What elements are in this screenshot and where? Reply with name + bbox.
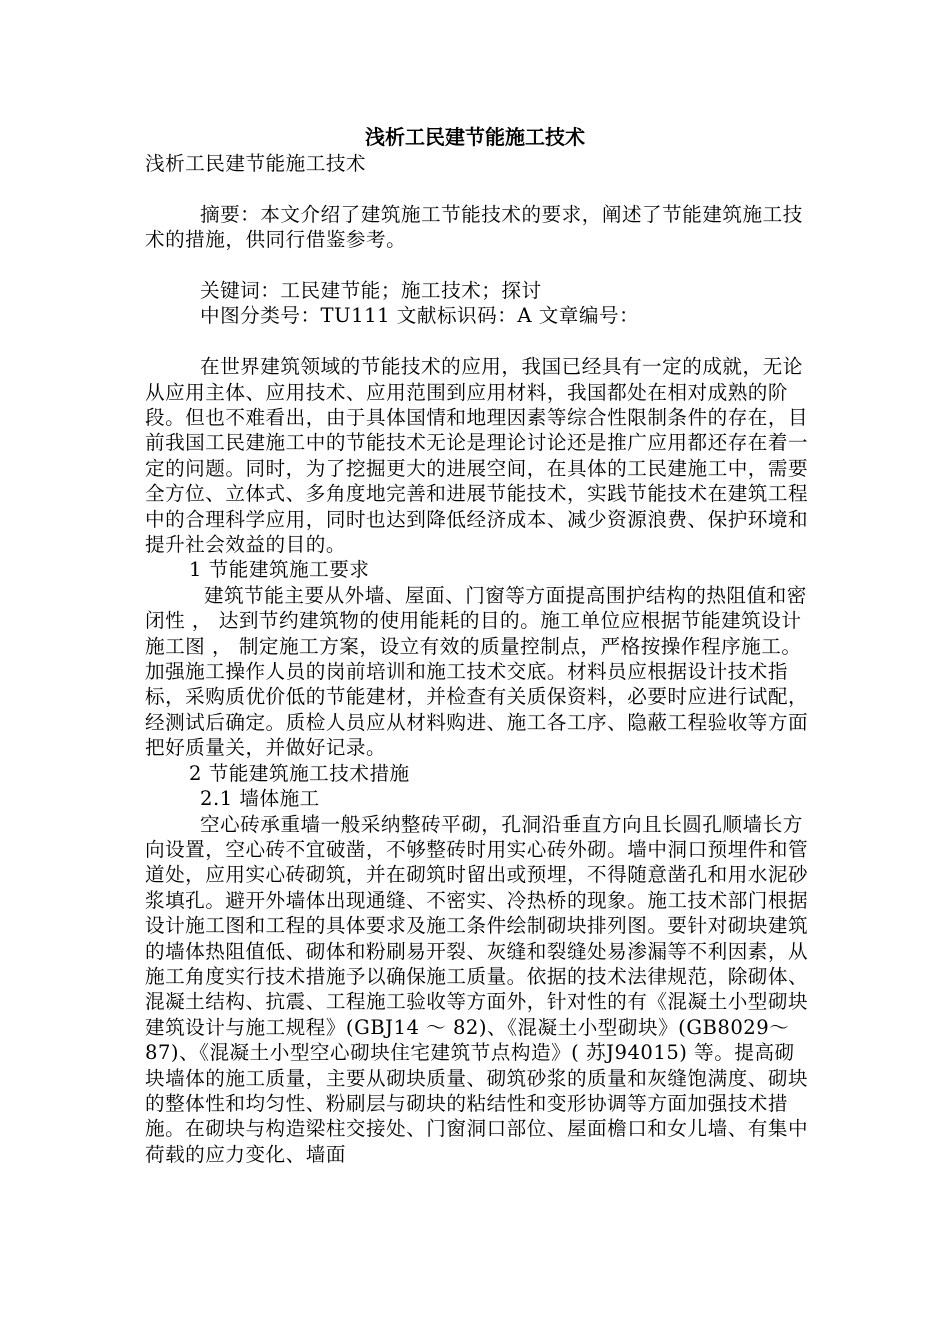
section-2-1-paragraph: 空心砖承重墙一般采纳整砖平砌，孔洞沿垂直方向且长圆孔顺墙长方向设置，空心砖不宜破凿，不够整砖时用实心砖外砌。墙中洞口预埋件和管道处，应用实心砖砌筑，并在砌筑时留出或预埋，不得随意凿孔和用水泥砂浆填孔。避开外墙体出现通缝、不密实、冷热桥的现象。施工技术部门根据设计施工图和工程的具体要求及施工条件绘制砌块排列图。要针对砌块建筑的墙体热阻值低、砌体和粉刷易开裂、灰缝和裂缝处易渗漏等不利因素，从施工角度实行技术措施予以确保施工质量。依据的技术法律规范，除砌体、混凝土结构、抗震、工程施工验收等方面外，针对性的有《混凝土小型砌块建筑设计与施工规程》(GBJ14 ～ 82)、《混凝土小型砌块》(GB8029～87)、《混凝土小型空心砌块住宅建筑节点构造》( 苏J94015) 等。提高砌块墙体的施工质量，主要从砌块质量、砌筑砂浆的质量和灰缝饱满度、砌块的整体性和均匀性、粉刷层与砌块的粘结性和变形协调等方面加强技术措施。在砌块与构造梁柱交接处、门窗洞口部位、屋面檐口和女儿墙、有集中荷载的应力变化、墙面 xyxy=(145,812,809,1166)
abstract-paragraph: 摘要：本文介绍了建筑施工节能技术的要求，阐述了节能建筑施工技术的措施，供同行借鉴参考。 xyxy=(145,202,803,252)
intro-paragraph: 在世界建筑领域的节能技术的应用，我国已经具有一定的成就，无论从应用主体、应用技术、应用范围到应用材料，我国都处在相对成熟的阶段。但也不难看出，由于具体国情和地理因素等综合性限制条件的存在，目前我国工民建施工中的节能技术无论是理论讨论还是推广应用都还存在着一定的问题。同时，为了挖掘更大的进展空间，在具体的工民建施工中，需要全方位、立体式、多角度地完善和进展节能技术，实践节能技术在建筑工程中的合理科学应用，同时也达到降低经济成本、减少资源浪费、保护环境和提升社会效益的目的。 xyxy=(145,355,809,557)
keywords-line: 关键词：工民建节能；施工技术；探讨 xyxy=(200,279,542,302)
document-body xyxy=(145,151,809,1167)
section-2-1-heading: 2.1 墙体施工 xyxy=(200,787,320,811)
blank-line xyxy=(145,329,809,354)
section-2-heading: 2 节能建筑施工技术措施 xyxy=(189,761,410,785)
section-1-paragraph: 建筑节能主要从外墙、屋面、门窗等方面提高围护结构的热阻值和密闭性 ， 达到节约建筑物的使用能耗的目的。施工单位应根据节能建筑设计施工图 ， 制定施工方案，设立有效的质量控制点，严格按操作程序施工。加强施工操作人员的岗前培训和施工技术交底。材料员应根据设计技术指标，采购质优价低的节能建材，并检查有关质保资料，必要时应进行试配，经测试后确定。质检人员应从材料购进、施工各工序、隐蔽工程验收等方面把好质量关，并做好记录。 xyxy=(145,583,809,760)
classification-line: 中图分类号：TU111 文献标识码：A 文章编号： xyxy=(200,304,640,328)
blank-line xyxy=(145,253,809,278)
section-1-heading: 1 节能建筑施工要求 xyxy=(189,558,370,582)
document-subtitle: 浅析工民建节能施工技术 xyxy=(145,152,367,175)
document-title: 浅析工民建节能施工技术 xyxy=(365,125,585,149)
blank-line xyxy=(145,176,809,201)
